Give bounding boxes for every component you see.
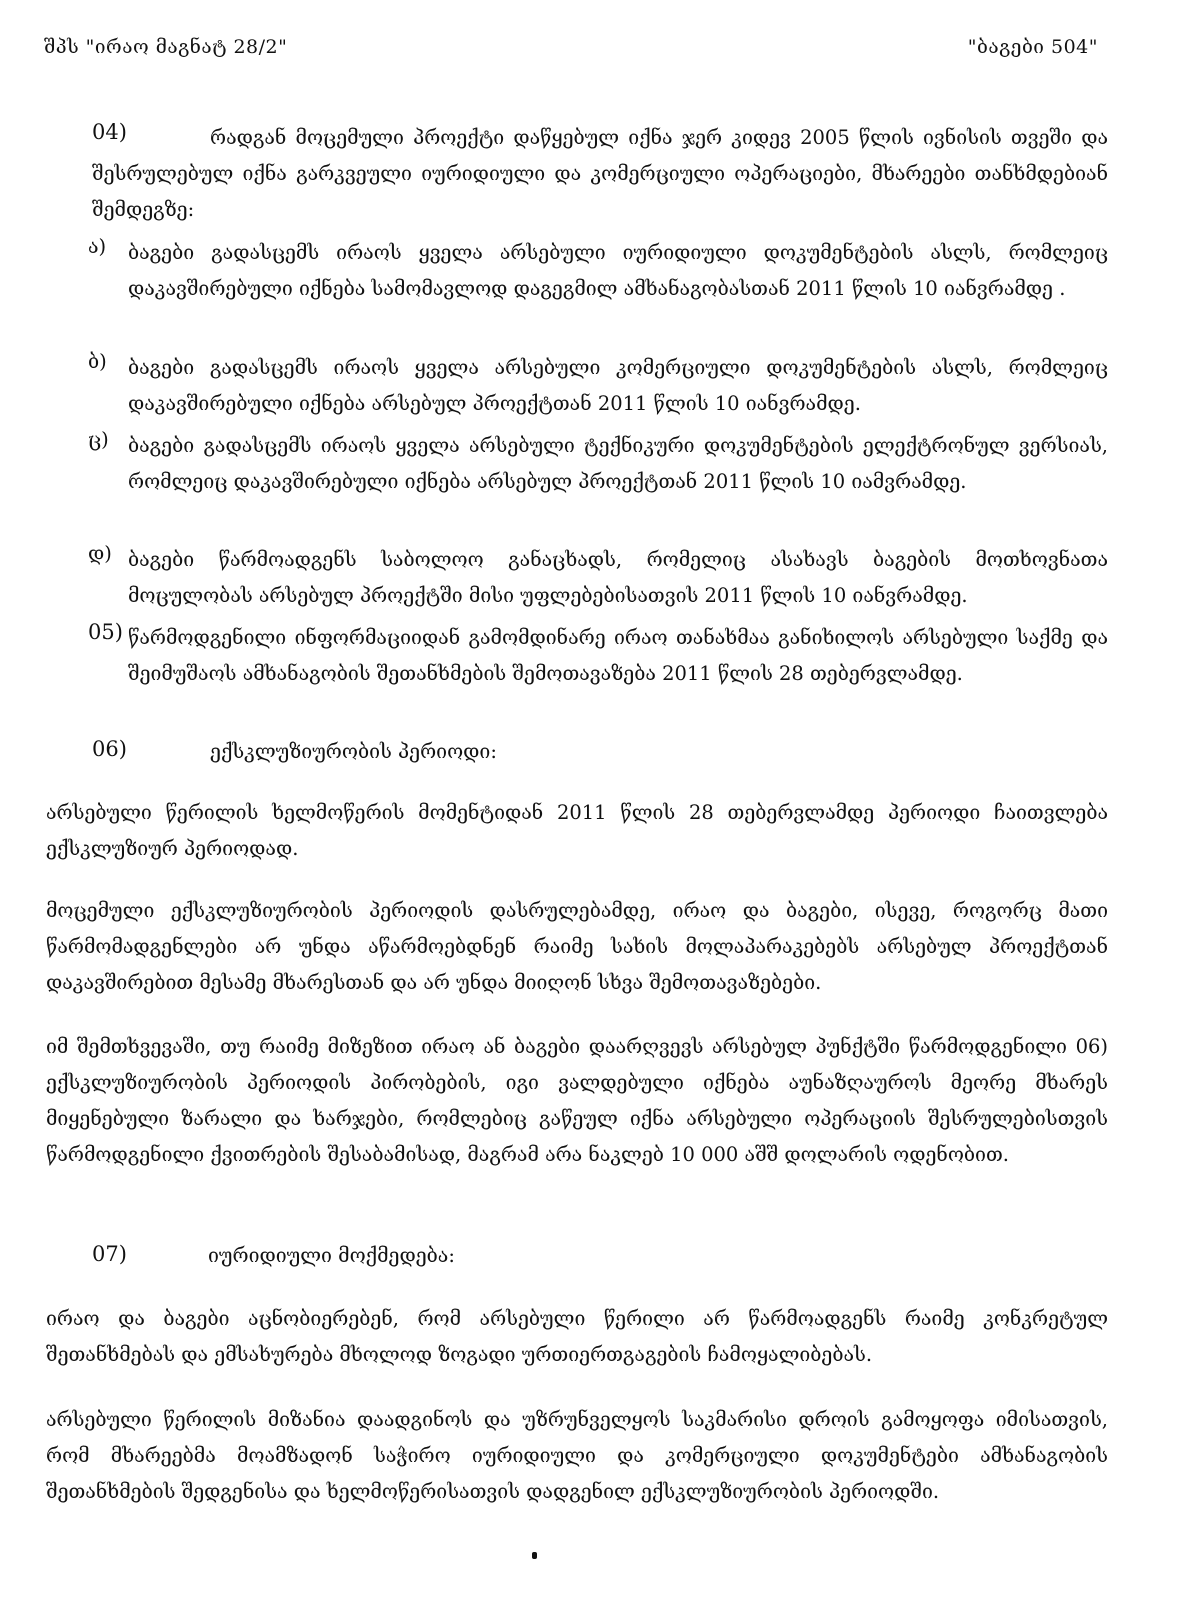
- ink-speck: [532, 1552, 537, 1559]
- section-05-text: წარმოდგენილი ინფორმაციიდან გამომდინარე ირაო თანახმაა განიხილოს არსებული საქმე და შეიმუშაოს ამხანაგობის შეთანხმების შემოთავაზება 2011 წლის 28 თებერვლამდე.: [128, 626, 1108, 685]
- section-07-number: 07): [92, 1242, 127, 1266]
- item-a-text: ბაგები გადასცემს ირაოს ყველა არსებული იურიდიული დოკუმენტების ასლს, რომლეიც დაკავშირებული იქნება სამომავლოდ დაგეგმილ ამხანაგობასთან 2011 წლის 10 იანვრამდე .: [128, 241, 1108, 300]
- section-06-title: ექსკლუზიურობის პერიოდი:: [210, 740, 497, 763]
- header-company: შპს "ირაო მაგნატ 28/2": [44, 36, 288, 58]
- section-06-number: 06): [92, 737, 127, 761]
- item-c-text: ბაგები გადასცემს ირაოს ყველა არსებული ტექნიკური დოკუმენტების ელექტრონულ ვერსიას, რომლეიც დაკავშირებული იქნება არსებულ პროექტთან 2011 წლის 10 იამვრამდე.: [128, 434, 1108, 493]
- section-07-paragraph-1: ირაო და ბაგები აცნობიერებენ, რომ არსებული წერილი არ წარმოადგენს რაიმე კონკრეტულ შეთანხმებას და ემსახურება მხოლოდ ზოგადი ურთიერთგაგების ჩამოყალიბებას.: [46, 1307, 1108, 1366]
- section-06-paragraph-3: იმ შემთხვევაში, თუ რაიმე მიზეზით ირაო ან ბაგები დაარღვევს არსებულ პუნქტში წარმოდგენილი 06) ექსკლუზიურობის პერიოდის პირობების, იგი ვალდებული იქნება აუნაზღაუროს მეორე მხარეს მიყენებული ზარალი და ხარჯები, რომლებიც გაწეულ იქნა არსებული ოპერაციის შესრულებისთვის წარმოდგენილი ქვითრების შესაბამისად, მაგრამ არა ნაკლებ 10 000 აშშ დოლარის ოდენობით.: [46, 1035, 1108, 1166]
- section-07-title: იურიდიული მოქმედება:: [208, 1244, 455, 1267]
- section-06-paragraph-2: მოცემული ექსკლუზიურობის პერიოდის დასრულებამდე, ირაო და ბაგები, ისევე, როგორც მათი წარმომადგენლები არ უნდა აწარმოებდნენ რაიმე სახის მოლაპარაკებებს არსებულ პროექტთან დაკავშირებით მესამე მხარესთან და არ უნდა მიიღონ სხვა შემოთავაზებები.: [46, 899, 1108, 994]
- item-d-marker: დ): [88, 542, 112, 565]
- section-04-intro: რადგან მოცემული პროექტი დაწყებულ იქნა ჯერ კიდევ 2005 წლის ივნისის თვეში და შესრულებულ იქნა გარკვეული იურიდიული და კომერციული ოპერაციები, მხარეები თანხმდებიან შემდეგზე:: [92, 126, 1108, 221]
- item-b-text: ბაგები გადასცემს ირაოს ყველა არსებული კომერციული დოკუმენტების ასლს, რომლეიც დაკავშირებული იქნება არსებულ პროექტთან 2011 წლის 10 იანვრამდე.: [128, 356, 1108, 415]
- item-c-marker: ც): [88, 428, 109, 451]
- item-d-text: ბაგები წარმოადგენს საბოლოო განაცხადს, რომელიც ასახავს ბაგების მოთხოვნათა მოცულობას არსებულ პროექტში მისი უფლებებისათვის 2011 წლის 10 იანვრამდე.: [128, 548, 1108, 607]
- section-05-number: 05): [88, 620, 123, 644]
- item-a-marker: ა): [88, 235, 107, 258]
- section-04-number: 04): [92, 120, 127, 144]
- header-counterparty: "ბაგები 504": [967, 36, 1098, 58]
- item-b-marker: ბ): [88, 350, 107, 373]
- section-06-paragraph-1: არსებული წერილის ხელმოწერის მომენტიდან 2011 წლის 28 თებერვლამდე პერიოდი ჩაითვლება ექსკლუზიურ პერიოდად.: [46, 801, 1108, 860]
- section-07-paragraph-2: არსებული წერილის მიზანია დაადგინოს და უზრუნველყოს საკმარისი დროის გამოყოფა იმისათვის, რომ მხარეებმა მოამზადონ საჭირო იურიდიული და კომერციული დოკუმენტები ამხანაგობის შეთანხმების შედგენისა და ხელმოწერისათვის დადგენილ ექსკლუზიურობის პერიოდში.: [46, 1408, 1108, 1503]
